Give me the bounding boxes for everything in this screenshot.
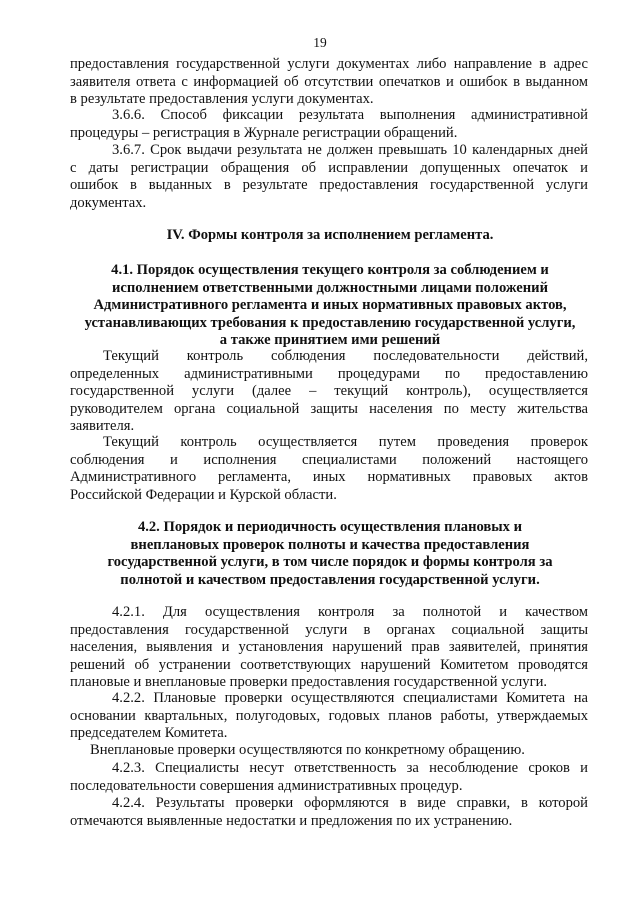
heading-line: 4.2. Порядок и периодичность осуществления плановых и	[137, 519, 523, 535]
text-line: Административного регламента, иных нормативных правовых актов	[70, 469, 588, 486]
text-line: 3.6.7. Срок выдачи результата не должен превышать 10 календарных дней	[112, 142, 588, 158]
paragraph-4-2-3	[70, 760, 588, 795]
heading-line: устанавливающих требования к предоставлению государственной услуги,	[84, 314, 576, 331]
text-line: руководителем органа социальной защиты населения по месту жительства	[70, 400, 588, 417]
text-line: плановые и внеплановые проверки предоставления государственной услуги.	[70, 674, 548, 691]
paragraph-unscheduled	[70, 742, 588, 760]
heading-line: полнотой и качеством предоставления государственной услуги.	[120, 571, 540, 588]
text-line: Внеплановые проверки осуществляются по конкретному обращению.	[90, 742, 525, 758]
text-line: 4.2.3. Специалисты несут ответственность за несоблюдение сроков и	[112, 760, 588, 776]
text-line: 4.2.1. Для осуществления контроля за полнотой и качеством	[112, 604, 588, 620]
heading-line: исполнением ответственными должностными лицами положений	[112, 279, 548, 296]
text-line: предоставления государственной услуги в органах социальной защиты	[70, 621, 588, 638]
section-4-2-heading	[60, 519, 600, 589]
paragraph-4-1-a	[70, 348, 588, 436]
heading-line: 4.1. Порядок осуществления текущего контроля за соблюдением и	[111, 262, 549, 278]
paragraph-4-1-b	[70, 434, 588, 504]
text-line: последовательности совершения административных процедур.	[70, 777, 463, 794]
text-line: 4.2.4. Результаты проверки оформляются в виде справки, в которой	[112, 795, 588, 811]
paragraph-3-6-6	[70, 107, 588, 142]
text-line: Текущий контроль соблюдения последовательности действий,	[103, 348, 588, 364]
text-line: отмечаются выявленные недостатки и предложения по их устранению.	[70, 812, 513, 829]
text-line: решений об устранении соответствующих нарушений Комитетом проводятся	[70, 656, 588, 673]
text-line: председателем Комитета.	[70, 725, 228, 742]
heading-line: а также принятием ими решений	[219, 332, 441, 349]
text-line: предоставления государственной услуги документах либо направление в адрес	[70, 56, 588, 72]
text-line: 3.6.6. Способ фиксации результата выполнения административной	[112, 107, 588, 123]
text-line: соблюдения и исполнения специалистами положений настоящего	[70, 451, 588, 468]
text-line: населения, выявления и установления нарушений прав заявителей, принятия	[70, 639, 588, 656]
intro-paragraph-continuation	[70, 56, 588, 109]
paragraph-4-2-1	[70, 604, 588, 692]
heading-line: внеплановых проверок полноты и качества предоставления	[130, 536, 530, 553]
text-line: Текущий контроль осуществляется путем проведения проверок	[103, 434, 588, 450]
text-line: государственной услуги (далее – текущий контроль), осуществляется	[70, 383, 588, 400]
section-4-1-heading	[60, 262, 600, 350]
text-line: с даты регистрации обращения об исправлении допущенных опечаток и	[70, 159, 588, 176]
text-line: основании квартальных, полугодовых, годовых планов работы, утверждаемых	[70, 707, 588, 724]
heading-line: государственной услуги, в том числе порядок и формы контроля за	[107, 554, 553, 571]
text-line: определенных административными процедурами по предоставлению	[70, 365, 588, 382]
page-number: 19	[313, 35, 327, 50]
section-iv-heading: IV. Формы контроля за исполнением регламента.	[166, 227, 494, 243]
paragraph-4-2-2	[70, 690, 588, 743]
text-line: Российской Федерации и Курской области.	[70, 486, 337, 503]
text-line: процедуры – регистрация в Журнале регистрации обращений.	[70, 124, 458, 141]
text-line: документах.	[70, 194, 147, 211]
text-line: в результате предоставления услуги документах.	[70, 91, 374, 108]
text-line: заявителя ответа с информацией об отсутствии опечатков и ошибок в выданном	[70, 73, 588, 90]
heading-line: Административного регламента и иных нормативных правовых актов,	[93, 297, 567, 314]
text-line: 4.2.2. Плановые проверки осуществляются специалистами Комитета на	[112, 690, 588, 706]
paragraph-4-2-4	[70, 795, 588, 830]
text-line: заявителя.	[70, 418, 135, 435]
paragraph-3-6-7	[70, 142, 588, 212]
text-line: ошибок в выданных в результате предоставления государственной услуги	[70, 177, 588, 194]
